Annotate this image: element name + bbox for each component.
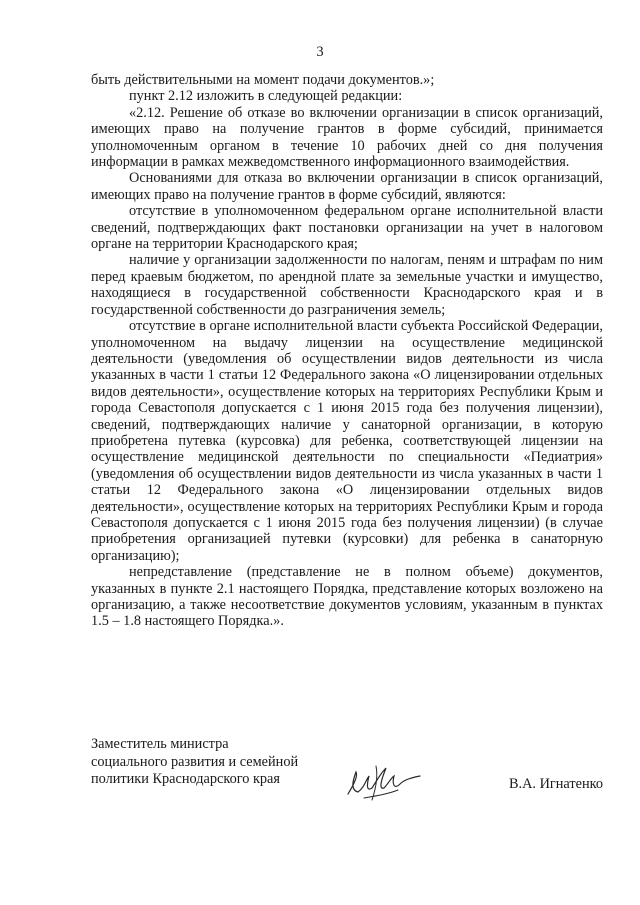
signatory-title-line: политики Краснодарского края bbox=[91, 771, 280, 787]
paragraph-refusal-grounds: Основаниями для отказа во включении организации в список организаций, имеющих право на получение грантов в форме субсидий, являются: bbox=[91, 170, 603, 203]
handwritten-signature bbox=[336, 754, 426, 809]
signatory-title-line: социального развития и семейной bbox=[91, 753, 299, 770]
paragraph-ground-tax-registration: отсутствие в уполномоченном федеральном органе исполнительной власти сведений, подтверждающих факт постановки организации на учет в налоговом органе на территории Краснодарского края; bbox=[91, 203, 603, 253]
signatory-title bbox=[91, 736, 351, 789]
signatory-name: В.А. Игнатенко bbox=[508, 776, 603, 792]
paragraph-ground-debt: наличие у организации задолженности по налогам, пеням и штрафам по ним перед краевым бюджетом, по арендной плате за земельные участки и имущество, находящиеся в государственной собственности Краснодарского края и в государственной собственности до разграничения земель; bbox=[91, 252, 603, 318]
signature-block bbox=[91, 736, 603, 806]
paragraph-continuation: быть действительными на момент подачи документов.»; bbox=[91, 72, 435, 88]
signatory-title-line: Заместитель министра bbox=[91, 736, 229, 752]
paragraph-amendment-intro: пункт 2.12 изложить в следующей редакции: bbox=[129, 88, 403, 105]
paragraph-clause-2-12: «2.12. Решение об отказе во включении организации в список организаций, имеющих право на получение грантов в форме субсидий, принимается уполномоченным органом в течение 10 рабочих дней со дня получения информации в рамках межведомственного информационного взаимодействия. bbox=[91, 104, 603, 171]
paragraph-ground-documents: непредставление (представление не в полном объеме) документов, указанных в пункте 2.1 настоящего Порядка, представление которых возложено на организацию, а также несоответствие документов условиям, указанным в пунктах 1.5 – 1.8 настоящего Порядка.». bbox=[91, 564, 603, 630]
document-body bbox=[91, 72, 603, 630]
page-number: 3 bbox=[316, 44, 324, 60]
paragraph-ground-license: отсутствие в органе исполнительной власти субъекта Российской Федерации, уполномоченном на выдачу лицензии на осуществление медицинской деятельности (уведомления об осуществлении видов деятельности из числа указанных в части 1 статьи 12 Федерального закона «О лицензировании отдельных видов деятельности», осуществление которых на территориях Республики Крым и города Севастополя допускается с 1 июня 2015 года без получения лицензии), сведений, подтверждающих наличие у санаторной организации, в которую приобретена путевка (курсовка) для ребенка, соответствующей лицензии на осуществление медицинской деятельности по специальности «Педиатрия» (уведомления об осуществлении видов деятельности из числа указанных в части 1 статьи 12 Федерального закона «О лицензировании отдельных видов деятельности», осуществление которых на территориях Республики Крым и города Севастополя допускается с 1 июня 2015 года без получения лицензии) (в случае приобретения организацией путевки (курсовки) для ребенка в санаторную организацию); bbox=[91, 318, 603, 564]
